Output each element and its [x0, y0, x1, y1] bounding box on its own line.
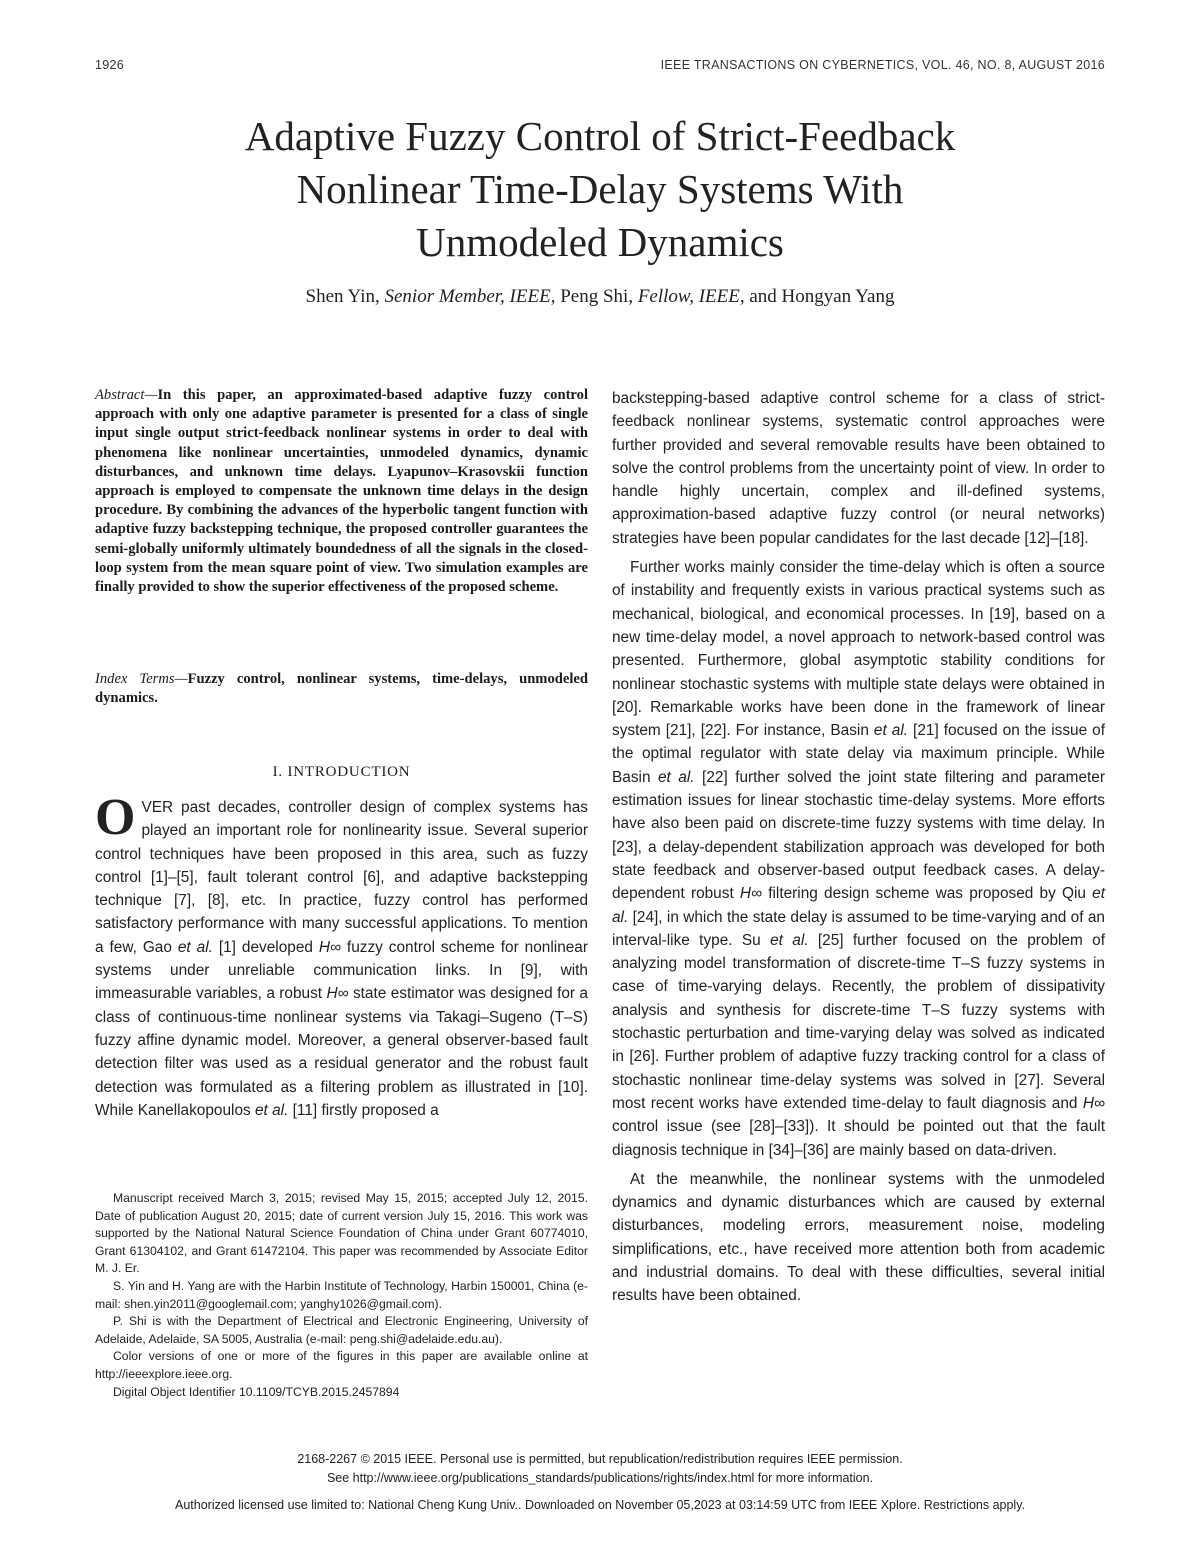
paragraph-time-delay	[612, 556, 1105, 1162]
intro-text-4: state estimator was designed for a class of continuous-time nonlinear systems via Takagi–Sugeno (T–S) fuzzy affine dynamic model. Moreover, a general observer-based fault detection filter was used as a residual generator and the robust fault detection was formulated as a filtering problem as illustrated in [10]. While Kanellakopoulos	[95, 985, 588, 1119]
intro-text-2: [1] developed	[212, 938, 319, 956]
abstract	[95, 386, 588, 597]
footnote-color-versions: Color versions of one or more of the figures in this paper are available online at http://ieeexplore.ieee.org.	[95, 1349, 588, 1381]
intro-text-3: fuzzy control scheme for nonlinear systems under unreliable communication links. In [9], with immeasurable variables, a robust	[95, 938, 588, 1003]
footnote-affiliation-shi: P. Shi is with the Department of Electrical and Electronic Engineering, University of Adelaide, Adelaide, SA 5005, Australia (e-mail: peng.shi@adelaide.edu.au).	[95, 1314, 588, 1346]
title-line-1: Adaptive Fuzzy Control of Strict-Feedback	[244, 113, 956, 159]
authorized-use-notice: Authorized licensed use limited to: National Cheng Kung Univ.. Downloaded on November 05,2023 at 03:14:59 UTC from IEEE Xplore. Restrictions apply.	[175, 1498, 1025, 1512]
et-al: et al.	[657, 768, 695, 786]
h-infinity-symbol: H∞	[1082, 1094, 1105, 1112]
rc-text-d: filtering design scheme was proposed by Qiu	[762, 885, 1093, 903]
rc-text-e: [24], in which the state delay is assumed to be time-varying and of an interval-like type. Su	[612, 908, 1105, 949]
h-infinity-symbol: H∞	[318, 938, 341, 956]
drop-cap: O	[95, 789, 136, 846]
rc-text-g: control issue (see [28]–[33]). It should be pointed out that the fault diagnosis technique in [34]–[36] are mainly based on data-driven.	[612, 1118, 1105, 1159]
intro-text-5: [11] firstly proposed a	[288, 1101, 439, 1119]
author-list	[0, 286, 1200, 308]
index-terms	[95, 670, 588, 708]
rc-text-a: Further works mainly consider the time-delay which is often a source of instability and frequently exists in various practical systems such as mechanical, biological, and economical processes. In [19], based on a new time-delay model, a novel approach to network-based control was presented. Furthermore, global asymptotic stability conditions for nonlinear stochastic systems with multiple state delays were obtained in [20]. Remarkable works have been done in the framework of linear system [21], [22]. For instance, Basin	[612, 559, 1105, 740]
intro-text-1: VER past decades, controller design of complex systems has played an important role for nonlinearity issue. Several superior control techniques have been proposed in this area, such as fuzzy control [1]–[5], fault tolerant control [6], and adaptive backstepping technique [7], [8], etc. In practice, fuzzy control has performed satisfactory performance with many successful applications. To mention a few, Gao	[95, 799, 588, 956]
footnote-doi: Digital Object Identifier 10.1109/TCYB.2015.2457894	[113, 1384, 400, 1399]
footnote-manuscript: Manuscript received March 3, 2015; revised May 15, 2015; accepted July 12, 2015. Date of publication August 20, 2015; date of current version July 15, 2016. This work was supported by the National Natural Science Foundation of China under Grant 60774010, Grant 61304102, and Grant 61472104. This paper was recommended by Associate Editor M. J. Er.	[95, 1191, 588, 1276]
abstract-text: In this paper, an approximated-based adaptive fuzzy control approach with only one adaptive parameter is presented for a class of single input single output strict-feedback nonlinear systems in order to deal with phenomena like nonlinear uncertainties, unmodeled dynamics, dynamic disturbances, and unknown time delays. Lyapunov–Krasovskii function approach is employed to compensate the unknown time delays in the design procedure. By combining the advances of the hyperbolic tangent function with adaptive fuzzy backstepping technique, the proposed controller guarantees the semi-globally uniformly ultimately boundedness of all the signals in the closed-loop system from the mean square point of view. Two simulation examples are finally provided to show the superior effectiveness of the proposed scheme.	[95, 387, 588, 596]
author-1-role: Senior Member, IEEE	[384, 286, 551, 307]
author-1: Shen Yin,	[305, 286, 385, 307]
author-3: , and Hongyan Yang	[739, 286, 895, 307]
copyright-notice	[0, 1450, 1200, 1488]
footnotes	[95, 1190, 588, 1401]
journal-header: IEEE TRANSACTIONS ON CYBERNETICS, VOL. 46, NO. 8, AUGUST 2016	[660, 58, 1105, 72]
rc-text-c: [22] further solved the joint state filtering and parameter estimation issues for linear stochastic time-delay systems. More efforts have also been paid on discrete-time fuzzy systems with time delay. In [23], a delay-dependent stabilization approach was developed for both state feedback and observer-based output feedback cases. A delay-dependent robust	[612, 768, 1105, 903]
intro-paragraph	[95, 789, 588, 1122]
h-infinity-symbol: H∞	[326, 985, 349, 1003]
copyright-line-2: See http://www.ieee.org/publications_standards/publications/rights/index.html for more information.	[326, 1471, 874, 1485]
h-infinity-symbol: H∞	[739, 885, 763, 903]
footnote-affiliation-yin-yang: S. Yin and H. Yang are with the Harbin Institute of Technology, Harbin 150001, China (e-mail: shen.yin2011@googlemail.com; yanghy1026@gmail.com).	[95, 1278, 588, 1311]
author-2: , Peng Shi,	[550, 286, 638, 307]
et-al: et al.	[612, 885, 1105, 926]
index-terms-text: Fuzzy control, nonlinear systems, time-delays, unmodeled dynamics.	[95, 671, 589, 707]
paragraph-unmodeled-dynamics: At the meanwhile, the nonlinear systems with the unmodeled dynamics and dynamic disturbances which are caused by external disturbances, modeling errors, measurement noise, modeling simplifications, etc., have received more attention both from academic and industrial domains. To deal with these difficulties, several initial results have been obtained.	[612, 1170, 1105, 1305]
right-column-text	[612, 387, 1105, 1314]
author-2-role: Fellow, IEEE	[637, 286, 740, 307]
introduction-text	[95, 789, 588, 1122]
section-heading-introduction: I. INTRODUCTION	[272, 764, 411, 780]
abstract-label: Abstract—	[95, 387, 158, 403]
paper-title	[0, 110, 1200, 269]
page-number: 1926	[95, 58, 125, 72]
rc-text-b: [21] focused on the issue of the optimal regulator with state delay via maximum principle. While Basin	[612, 722, 1105, 786]
title-line-2: Nonlinear Time-Delay Systems With	[296, 166, 904, 212]
et-al: et al.	[255, 1101, 289, 1119]
index-terms-label: Index Terms—	[95, 671, 188, 687]
rc-text-f: [25] further focused on the problem of analyzing model transformation of discrete-time T–S fuzzy systems in case of time-varying delays. Recently, the problem of dissipativity analysis and synthesis for discrete-time T–S fuzzy systems with stochastic perturbation and time-varying delay was solved as indicated in [26]. Further problem of adaptive fuzzy tracking control for a class of stochastic nonlinear time-delay systems was solved in [27]. Several most recent works have extended time-delay to fault diagnosis and	[612, 931, 1105, 1112]
et-al: et al.	[177, 938, 213, 956]
title-line-3: Unmodeled Dynamics	[416, 219, 784, 265]
et-al: et al.	[873, 722, 909, 740]
et-al: et al.	[770, 931, 809, 949]
copyright-line-1: 2168-2267 © 2015 IEEE. Personal use is permitted, but republication/redistribution requires IEEE permission.	[297, 1452, 903, 1466]
paragraph-backstepping: backstepping-based adaptive control scheme for a class of strict-feedback nonlinear systems, systematic control approaches were further provided and several removable results have been obtained to solve the control problems from the uncertainty point of view. In order to handle highly uncertain, complex and ill-defined systems, approximation-based adaptive fuzzy control (or neural networks) strategies have been popular candidates for the last decade [12]–[18].	[612, 390, 1105, 547]
